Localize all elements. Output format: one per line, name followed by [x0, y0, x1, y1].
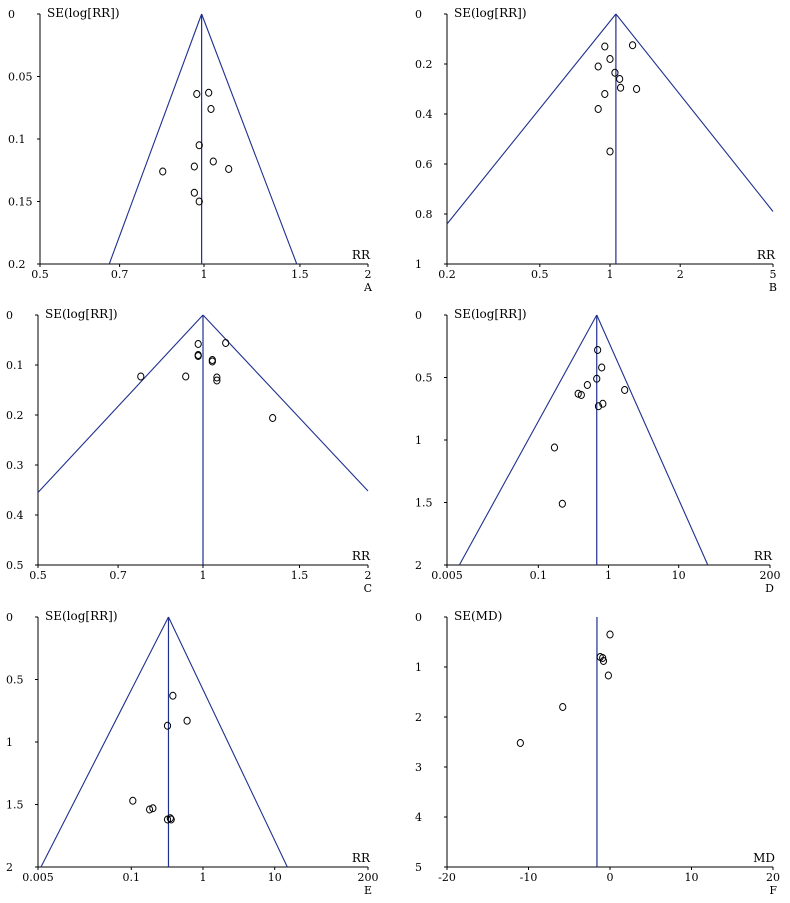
y-axis-title: SE(log[RR]) [47, 6, 120, 20]
x-tick-label: 0.005 [431, 569, 463, 582]
funnel-right-line [202, 14, 297, 264]
study-point [130, 797, 136, 804]
x-tick-label: 0.7 [109, 569, 127, 582]
panel-letter: A [364, 281, 372, 294]
funnel-left-line [447, 14, 616, 224]
y-tick-label: 0.8 [415, 208, 433, 221]
y-tick-label: 0.05 [8, 70, 33, 84]
study-point [517, 740, 523, 747]
y-tick-label: 3 [415, 761, 422, 774]
x-tick-label: 1 [605, 569, 612, 582]
x-axis-title: RR [351, 851, 370, 865]
study-point [629, 42, 635, 49]
y-tick-label: 0.2 [6, 409, 24, 422]
y-tick-label: 5 [415, 861, 422, 874]
y-tick-label: 2 [415, 711, 422, 724]
y-tick-label: 1.5 [415, 496, 433, 510]
study-point [194, 91, 200, 98]
study-point [195, 341, 201, 348]
funnel-right-line [168, 617, 287, 867]
funnel-left-line [38, 315, 203, 493]
study-point [622, 387, 628, 394]
study-point [191, 189, 197, 196]
funnel-right-line [616, 14, 773, 212]
x-tick-label: 1.5 [290, 569, 309, 582]
x-axis-title: RR [756, 248, 775, 262]
x-tick-label: 0.5 [531, 268, 549, 281]
study-point [595, 347, 601, 354]
x-tick-label: 2 [676, 268, 684, 281]
y-tick-label: 2 [415, 559, 422, 572]
study-point [138, 373, 144, 380]
study-point [183, 373, 189, 380]
y-tick-label: 0 [415, 309, 422, 322]
funnel-left-line [41, 617, 169, 867]
y-tick-label: 0.1 [6, 359, 24, 372]
y-tick-label: 0.5 [6, 673, 24, 687]
x-tick-label: 0 [606, 871, 614, 884]
y-tick-label: 0.4 [415, 108, 433, 121]
study-point [607, 56, 613, 63]
study-point [617, 76, 623, 83]
study-point [607, 148, 613, 155]
x-tick-label: 10 [684, 871, 699, 884]
y-tick-label: 0.2 [8, 258, 26, 271]
panel-letter: D [765, 582, 774, 595]
y-tick-label: 2 [6, 861, 13, 874]
panel-letter: E [363, 884, 372, 897]
x-tick-label: 0.2 [438, 268, 456, 281]
x-tick-label: 20 [766, 871, 780, 884]
funnel-left-line [459, 315, 596, 565]
x-tick-label: 1.5 [291, 268, 309, 281]
study-point [617, 84, 623, 91]
study-point [210, 158, 216, 165]
study-point [595, 63, 601, 70]
study-point [612, 69, 618, 76]
x-tick-label: 0.5 [31, 268, 49, 281]
x-tick-label: 0.1 [529, 569, 548, 582]
funnel-right-line [597, 315, 708, 565]
x-axis-title: MD [753, 851, 775, 865]
y-tick-label: 0 [415, 8, 422, 21]
x-tick-label: 0.1 [122, 871, 141, 884]
x-tick-label: 200 [759, 569, 781, 582]
study-point [270, 415, 276, 422]
y-tick-label: 1.5 [6, 798, 24, 812]
x-tick-label: 200 [357, 871, 379, 884]
panel-letter: F [769, 884, 777, 897]
x-tick-label: 1 [199, 871, 207, 884]
study-point [206, 89, 212, 96]
y-tick-label: 0.4 [6, 509, 24, 522]
x-tick-label: 10 [267, 871, 282, 884]
y-axis-title: SE(log[RR]) [454, 307, 527, 321]
x-tick-label: 1 [199, 569, 207, 582]
panel-a [8, 6, 373, 294]
y-axis-title: SE(log[RR]) [45, 609, 118, 623]
panel-f [415, 609, 780, 897]
study-point [164, 722, 170, 729]
study-point [208, 106, 214, 113]
funnel-left-line [109, 14, 201, 264]
y-tick-label: 1 [415, 434, 422, 447]
panel-b [415, 6, 777, 294]
y-axis-title: SE(log[RR]) [45, 307, 118, 321]
study-point [559, 500, 565, 507]
x-tick-label: 1 [606, 268, 614, 281]
y-tick-label: 0.1 [8, 133, 26, 146]
panel-c [6, 307, 372, 595]
y-axis-title: SE(log[RR]) [454, 6, 527, 20]
study-point [633, 86, 639, 93]
panel-d [415, 307, 781, 595]
y-tick-label: 0 [8, 8, 15, 21]
x-tick-label: 2 [364, 268, 372, 281]
study-point [160, 168, 166, 175]
study-point [584, 382, 590, 389]
study-point [595, 106, 601, 113]
y-tick-label: 0.15 [8, 195, 33, 209]
x-tick-label: 0.7 [110, 268, 129, 281]
y-tick-label: 0.5 [415, 371, 433, 385]
x-tick-label: 10 [671, 569, 686, 582]
y-tick-label: 1 [415, 258, 422, 271]
study-point [184, 717, 190, 724]
study-point [223, 340, 229, 347]
y-tick-label: 0 [6, 611, 13, 624]
x-tick-label: -10 [519, 871, 538, 884]
study-point [191, 163, 197, 170]
x-tick-label: 2 [364, 569, 372, 582]
y-tick-label: 0.3 [6, 459, 24, 472]
y-tick-label: 0 [6, 309, 13, 322]
x-axis-title: RR [351, 248, 370, 262]
study-point [560, 704, 566, 711]
y-tick-label: 1 [415, 661, 422, 674]
y-tick-label: 1 [6, 736, 13, 749]
x-tick-label: 0.005 [22, 871, 54, 884]
panel-letter: B [768, 281, 777, 294]
x-axis-title: RR [753, 549, 772, 563]
x-tick-label: 1 [200, 268, 208, 281]
x-tick-label: 0.5 [29, 569, 47, 582]
study-point [607, 631, 613, 638]
study-point [605, 672, 611, 679]
study-point [170, 692, 176, 699]
x-tick-label: 5 [769, 268, 777, 281]
y-tick-label: 0.5 [6, 559, 24, 572]
y-axis-title: SE(MD) [454, 609, 503, 623]
x-axis-title: RR [351, 549, 370, 563]
y-tick-label: 0.2 [415, 58, 433, 71]
study-point [226, 166, 232, 173]
y-tick-label: 4 [415, 811, 422, 824]
y-tick-label: 0 [415, 611, 422, 624]
study-point [602, 91, 608, 98]
study-point [551, 444, 557, 451]
funnel-right-line [203, 315, 368, 491]
study-point [599, 364, 605, 371]
study-point [602, 43, 608, 50]
panel-letter: C [363, 582, 372, 595]
x-tick-label: -20 [438, 871, 456, 884]
y-tick-label: 0.6 [415, 158, 433, 171]
panel-e [6, 609, 379, 897]
